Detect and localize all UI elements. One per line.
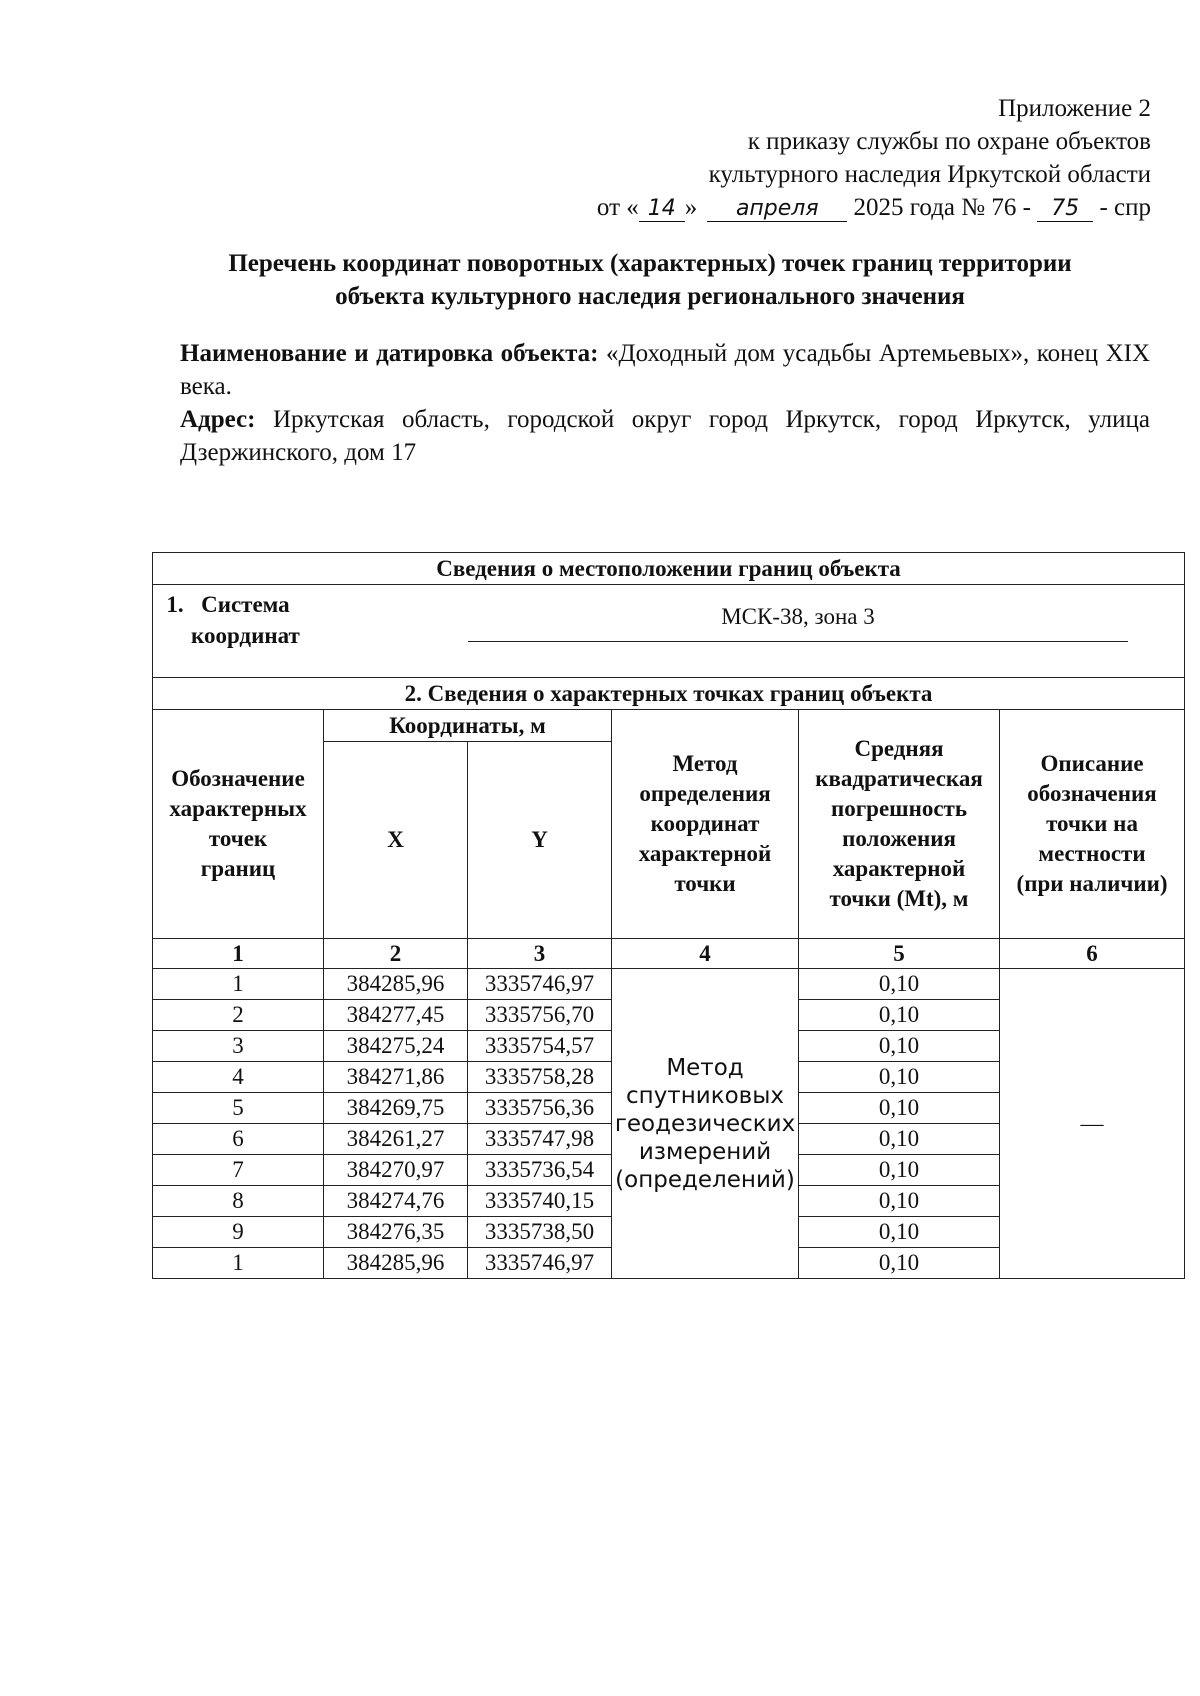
header-description-line: обозначения <box>1027 781 1157 806</box>
order-suffix: - спр <box>1099 194 1151 221</box>
coordinate-system-cell <box>153 585 1185 678</box>
point-number: 2 <box>153 1000 324 1031</box>
point-mt: 0,10 <box>799 1217 1000 1248</box>
point-x: 384261,27 <box>324 1124 468 1155</box>
object-address-label: Адрес: <box>180 406 256 433</box>
column-number: 5 <box>799 939 1000 969</box>
header-method-line: Метод <box>672 751 738 776</box>
point-number: 8 <box>153 1186 324 1217</box>
coordinate-system-label-line-2: координат <box>191 623 300 648</box>
title-line-1: Перечень координат поворотных (характерных) точек границ территории <box>228 250 1072 277</box>
point-y: 3335740,15 <box>468 1186 612 1217</box>
header-designation-line: точек <box>208 826 268 851</box>
handwritten-month: апреля <box>707 197 847 222</box>
document-title <box>150 247 1150 313</box>
coordinate-system-value: МСК-38, зона 3 <box>468 603 1128 642</box>
point-mt: 0,10 <box>799 1000 1000 1031</box>
point-mt: 0,10 <box>799 1124 1000 1155</box>
description-cell: — <box>1000 969 1185 1279</box>
header-designation-line: характерных <box>169 796 307 821</box>
column-number: 1 <box>153 939 324 969</box>
header-method-line: характерной <box>638 841 772 866</box>
appendix-header <box>597 92 1151 224</box>
header-description-line: Описание <box>1040 751 1144 776</box>
header-error-line: Средняя <box>854 736 944 761</box>
point-y: 3335756,70 <box>468 1000 612 1031</box>
point-number: 6 <box>153 1124 324 1155</box>
header-x: X <box>324 742 468 939</box>
header-method-line: координат <box>650 811 760 836</box>
point-x: 384270,97 <box>324 1155 468 1186</box>
point-x: 384275,24 <box>324 1031 468 1062</box>
point-x: 384276,35 <box>324 1217 468 1248</box>
point-number: 4 <box>153 1062 324 1093</box>
object-name-label: Наименование и датировка объекта: <box>180 340 599 367</box>
date-prefix: от « <box>596 194 639 221</box>
header-description <box>1000 710 1185 939</box>
header-method <box>612 710 799 939</box>
column-number-row <box>153 939 1185 969</box>
coordinate-system-number: 1. <box>166 592 184 617</box>
point-number: 1 <box>153 1248 324 1279</box>
point-y: 3335746,97 <box>468 1248 612 1279</box>
point-y: 3335738,50 <box>468 1217 612 1248</box>
appendix-line-1: Приложение 2 <box>998 95 1151 122</box>
point-y: 3335758,28 <box>468 1062 612 1093</box>
header-description-line: местности <box>1038 841 1146 866</box>
point-x: 384285,96 <box>324 1248 468 1279</box>
column-number: 6 <box>1000 939 1185 969</box>
header-designation-line: Обозначение <box>171 766 305 791</box>
title-line-2: объекта культурного наследия регионального значения <box>335 283 965 310</box>
point-x: 384274,76 <box>324 1186 468 1217</box>
boundary-table <box>152 552 1185 1279</box>
header-description-line: точки на <box>1046 811 1138 836</box>
point-y: 3335736,54 <box>468 1155 612 1186</box>
date-year-text: 2025 года № 76 - <box>853 194 1031 221</box>
object-name-paragraph <box>180 337 1150 403</box>
order-date-line <box>597 191 1151 224</box>
appendix-line-3: культурного наследия Иркутской области <box>708 161 1151 188</box>
point-x: 384285,96 <box>324 969 468 1000</box>
object-address-value: Иркутская область, городской округ город Иркутск, город Иркутск, улица Дзержинского, дом 17 <box>180 406 1150 466</box>
header-error-line: характерной <box>832 856 966 881</box>
point-number: 3 <box>153 1031 324 1062</box>
header-error-line: квадратическая <box>815 766 983 791</box>
method-line: Метод <box>666 1054 744 1081</box>
point-number: 9 <box>153 1217 324 1248</box>
object-name-value: «Доходный дом усадьбы Артемьевых», конец XIX века. <box>180 340 1150 400</box>
header-description-line: (при наличии) <box>1016 871 1168 896</box>
point-number: 7 <box>153 1155 324 1186</box>
coordinate-system-label <box>159 589 300 651</box>
point-mt: 0,10 <box>799 1093 1000 1124</box>
point-mt: 0,10 <box>799 1062 1000 1093</box>
point-mt: 0,10 <box>799 1155 1000 1186</box>
table-row <box>153 969 1185 1000</box>
header-error-line: положения <box>842 826 956 851</box>
handwritten-day: 14 <box>639 197 685 222</box>
header-coordinates: Координаты, м <box>324 710 612 742</box>
column-number: 4 <box>612 939 799 969</box>
method-line: измерений <box>638 1138 772 1165</box>
handwritten-order-number: 75 <box>1037 197 1093 222</box>
point-y: 3335754,57 <box>468 1031 612 1062</box>
date-mid: » <box>684 194 698 221</box>
header-y: Y <box>468 742 612 939</box>
object-info <box>180 337 1150 469</box>
point-mt: 0,10 <box>799 1031 1000 1062</box>
header-error <box>799 710 1000 939</box>
column-number: 2 <box>324 939 468 969</box>
appendix-line-2: к приказу службы по охране объектов <box>747 128 1151 155</box>
point-y: 3335756,36 <box>468 1093 612 1124</box>
point-mt: 0,10 <box>799 1248 1000 1279</box>
section-title: Сведения о местоположении границ объекта <box>153 553 1185 585</box>
point-mt: 0,10 <box>799 969 1000 1000</box>
method-line: спутниковых <box>626 1082 784 1109</box>
method-line: геодезических <box>614 1110 796 1137</box>
object-address-paragraph <box>180 403 1150 469</box>
point-y: 3335747,98 <box>468 1124 612 1155</box>
header-designation-line: границ <box>200 856 276 881</box>
header-designation <box>153 710 324 939</box>
point-y: 3335746,97 <box>468 969 612 1000</box>
point-number: 1 <box>153 969 324 1000</box>
column-number: 3 <box>468 939 612 969</box>
header-method-line: точки <box>674 871 736 896</box>
header-error-line: погрешность <box>830 796 968 821</box>
points-section-title: 2. Сведения о характерных точках границ объекта <box>153 678 1185 710</box>
header-method-line: определения <box>639 781 771 806</box>
point-mt: 0,10 <box>799 1186 1000 1217</box>
coordinate-system-label-line-1: Система <box>201 592 290 617</box>
header-error-line: точки (Mt), м <box>829 886 969 911</box>
method-cell <box>612 969 799 1279</box>
point-x: 384271,86 <box>324 1062 468 1093</box>
method-line: (определений) <box>615 1166 795 1193</box>
point-x: 384269,75 <box>324 1093 468 1124</box>
point-x: 384277,45 <box>324 1000 468 1031</box>
point-number: 5 <box>153 1093 324 1124</box>
